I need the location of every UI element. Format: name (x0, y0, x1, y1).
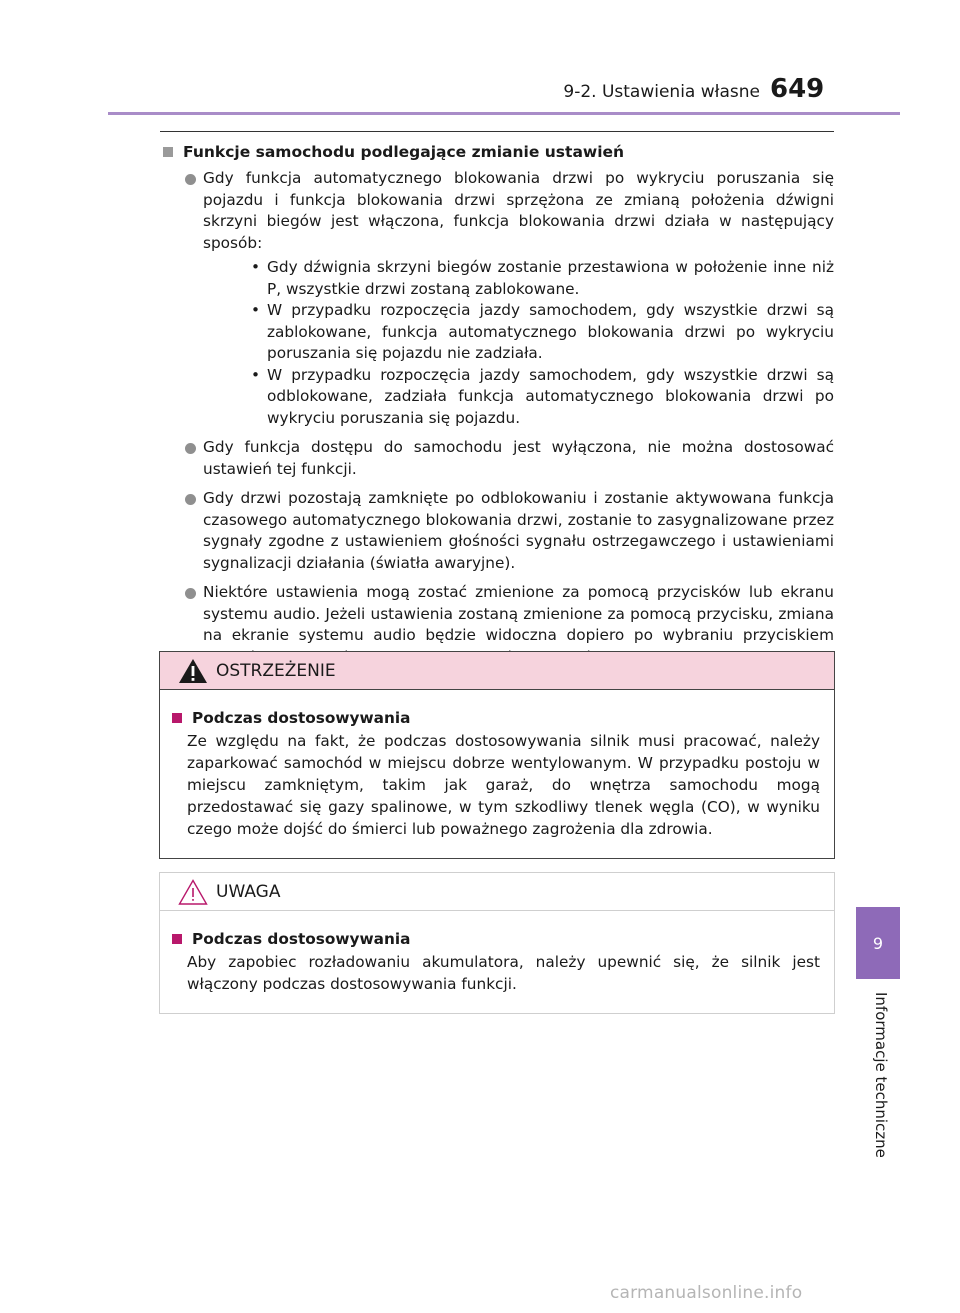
header-rule (108, 112, 900, 115)
sub-bullet-icon: • (251, 258, 261, 276)
square-bullet-icon (172, 713, 182, 723)
warning-icon (178, 658, 208, 684)
bullet-text: Gdy funkcja automatycznego blokowania drzwi po wykryciu poruszania się pojazdu i funkcja blokowania drzwi sprzężona ze zmianą położenia dźwigni skrzyni biegów jest włączona, funkcja blokowania drzwi działa w następujący sposób: (203, 169, 834, 252)
bullet-dot-icon (185, 494, 196, 505)
list-item (163, 168, 834, 429)
chapter-tab[interactable] (856, 907, 900, 979)
warning-box (159, 651, 835, 859)
section-rule (160, 131, 834, 132)
sub-bullet-text: W przypadku rozpoczęcia jazdy samochodem, gdy wszystkie drzwi są odblokowane, zadziała funkcja automatycznego blokowania drzwi po wykryciu poruszania się pojazdu. (267, 365, 834, 427)
bullet-dot-icon (185, 443, 196, 454)
section-body (163, 168, 834, 676)
sub-list-item (203, 365, 834, 430)
sub-list-item (203, 257, 834, 300)
section-heading (163, 143, 624, 161)
notice-header (160, 873, 834, 911)
square-bullet-icon (172, 934, 182, 944)
running-header-section: 9-2. Ustawienia własne (563, 82, 760, 102)
section-title: Funkcje samochodu podlegające zmianie ustawień (183, 143, 625, 161)
warning-subtitle: Podczas dostosowywania (192, 709, 411, 727)
watermark: carmanualsonline.info (610, 1283, 803, 1303)
notice-box (159, 872, 835, 1014)
list-item (163, 437, 834, 480)
list-item (163, 488, 834, 574)
bullet-text: Gdy funkcja dostępu do samochodu jest wyłączona, nie można dostosować ustawień tej funkcji. (203, 438, 834, 478)
warning-text: Ze względu na fakt, że podczas dostosowywania silnik musi pracować, należy zaparkować samochód w miejscu dobrze wentylowanym. W przypadku postoju w miejscu zamkniętym, takim jak garaż, do wnętrza samochodu mogą przedostawać się gazy spalinowe, w tym szkodliwy tlenek węgla (CO), w wyniku czego może dojść do śmierci lub poważnego zagrożenia dla zdrowia. (187, 732, 820, 838)
sub-bullet-text: Gdy dźwignia skrzyni biegów zostanie przestawiona w położenie inne niż P, wszystkie drzwi zostaną zablokowane. (267, 258, 834, 298)
chapter-label: Informacje techniczne (872, 992, 890, 1158)
warning-title: OSTRZEŻENIE (216, 660, 336, 681)
bullet-dot-icon (185, 588, 196, 599)
sub-bullet-text: W przypadku rozpoczęcia jazdy samochodem, gdy wszystkie drzwi są zablokowane, funkcja automatycznego blokowania drzwi po wykryciu poruszania się pojazdu nie zadziała. (267, 301, 834, 362)
page-number: 649 (770, 74, 825, 104)
square-bullet-icon (163, 147, 173, 157)
notice-subtitle: Podczas dostosowywania (192, 930, 411, 948)
notice-text: Aby zapobiec rozładowaniu akumulatora, należy upewnić się, że silnik jest włączony podczas dostosowywania funkcji. (187, 953, 820, 993)
notice-title: UWAGA (216, 881, 281, 902)
chapter-number: 9 (872, 933, 884, 953)
bullet-text: Gdy drzwi pozostają zamknięte po odblokowaniu i zostanie aktywowana funkcja czasowego automatycznego blokowania drzwi, zostanie to zasygnalizowane przez sygnały zgodne z ustawieniem głośności sygnału ostrzegawczego i ustawieniami sygnalizacji działania (światła awaryjne). (203, 489, 834, 572)
caution-icon (178, 879, 208, 905)
sub-bullet-icon: • (251, 365, 261, 384)
warning-header (160, 652, 834, 690)
bullet-text: Niektóre ustawienia mogą zostać zmienione za pomocą przycisków lub ekranu systemu audio. Jeżeli ustawienia zostaną zmienione za pomocą przycisku, zmiana na ekranie systemu audio będzie widoczna dopiero po wybraniu przyciskiem (203, 583, 834, 644)
sub-bullet-icon: • (251, 301, 261, 319)
sub-list-item (203, 300, 834, 365)
bullet-dot-icon (185, 174, 196, 185)
